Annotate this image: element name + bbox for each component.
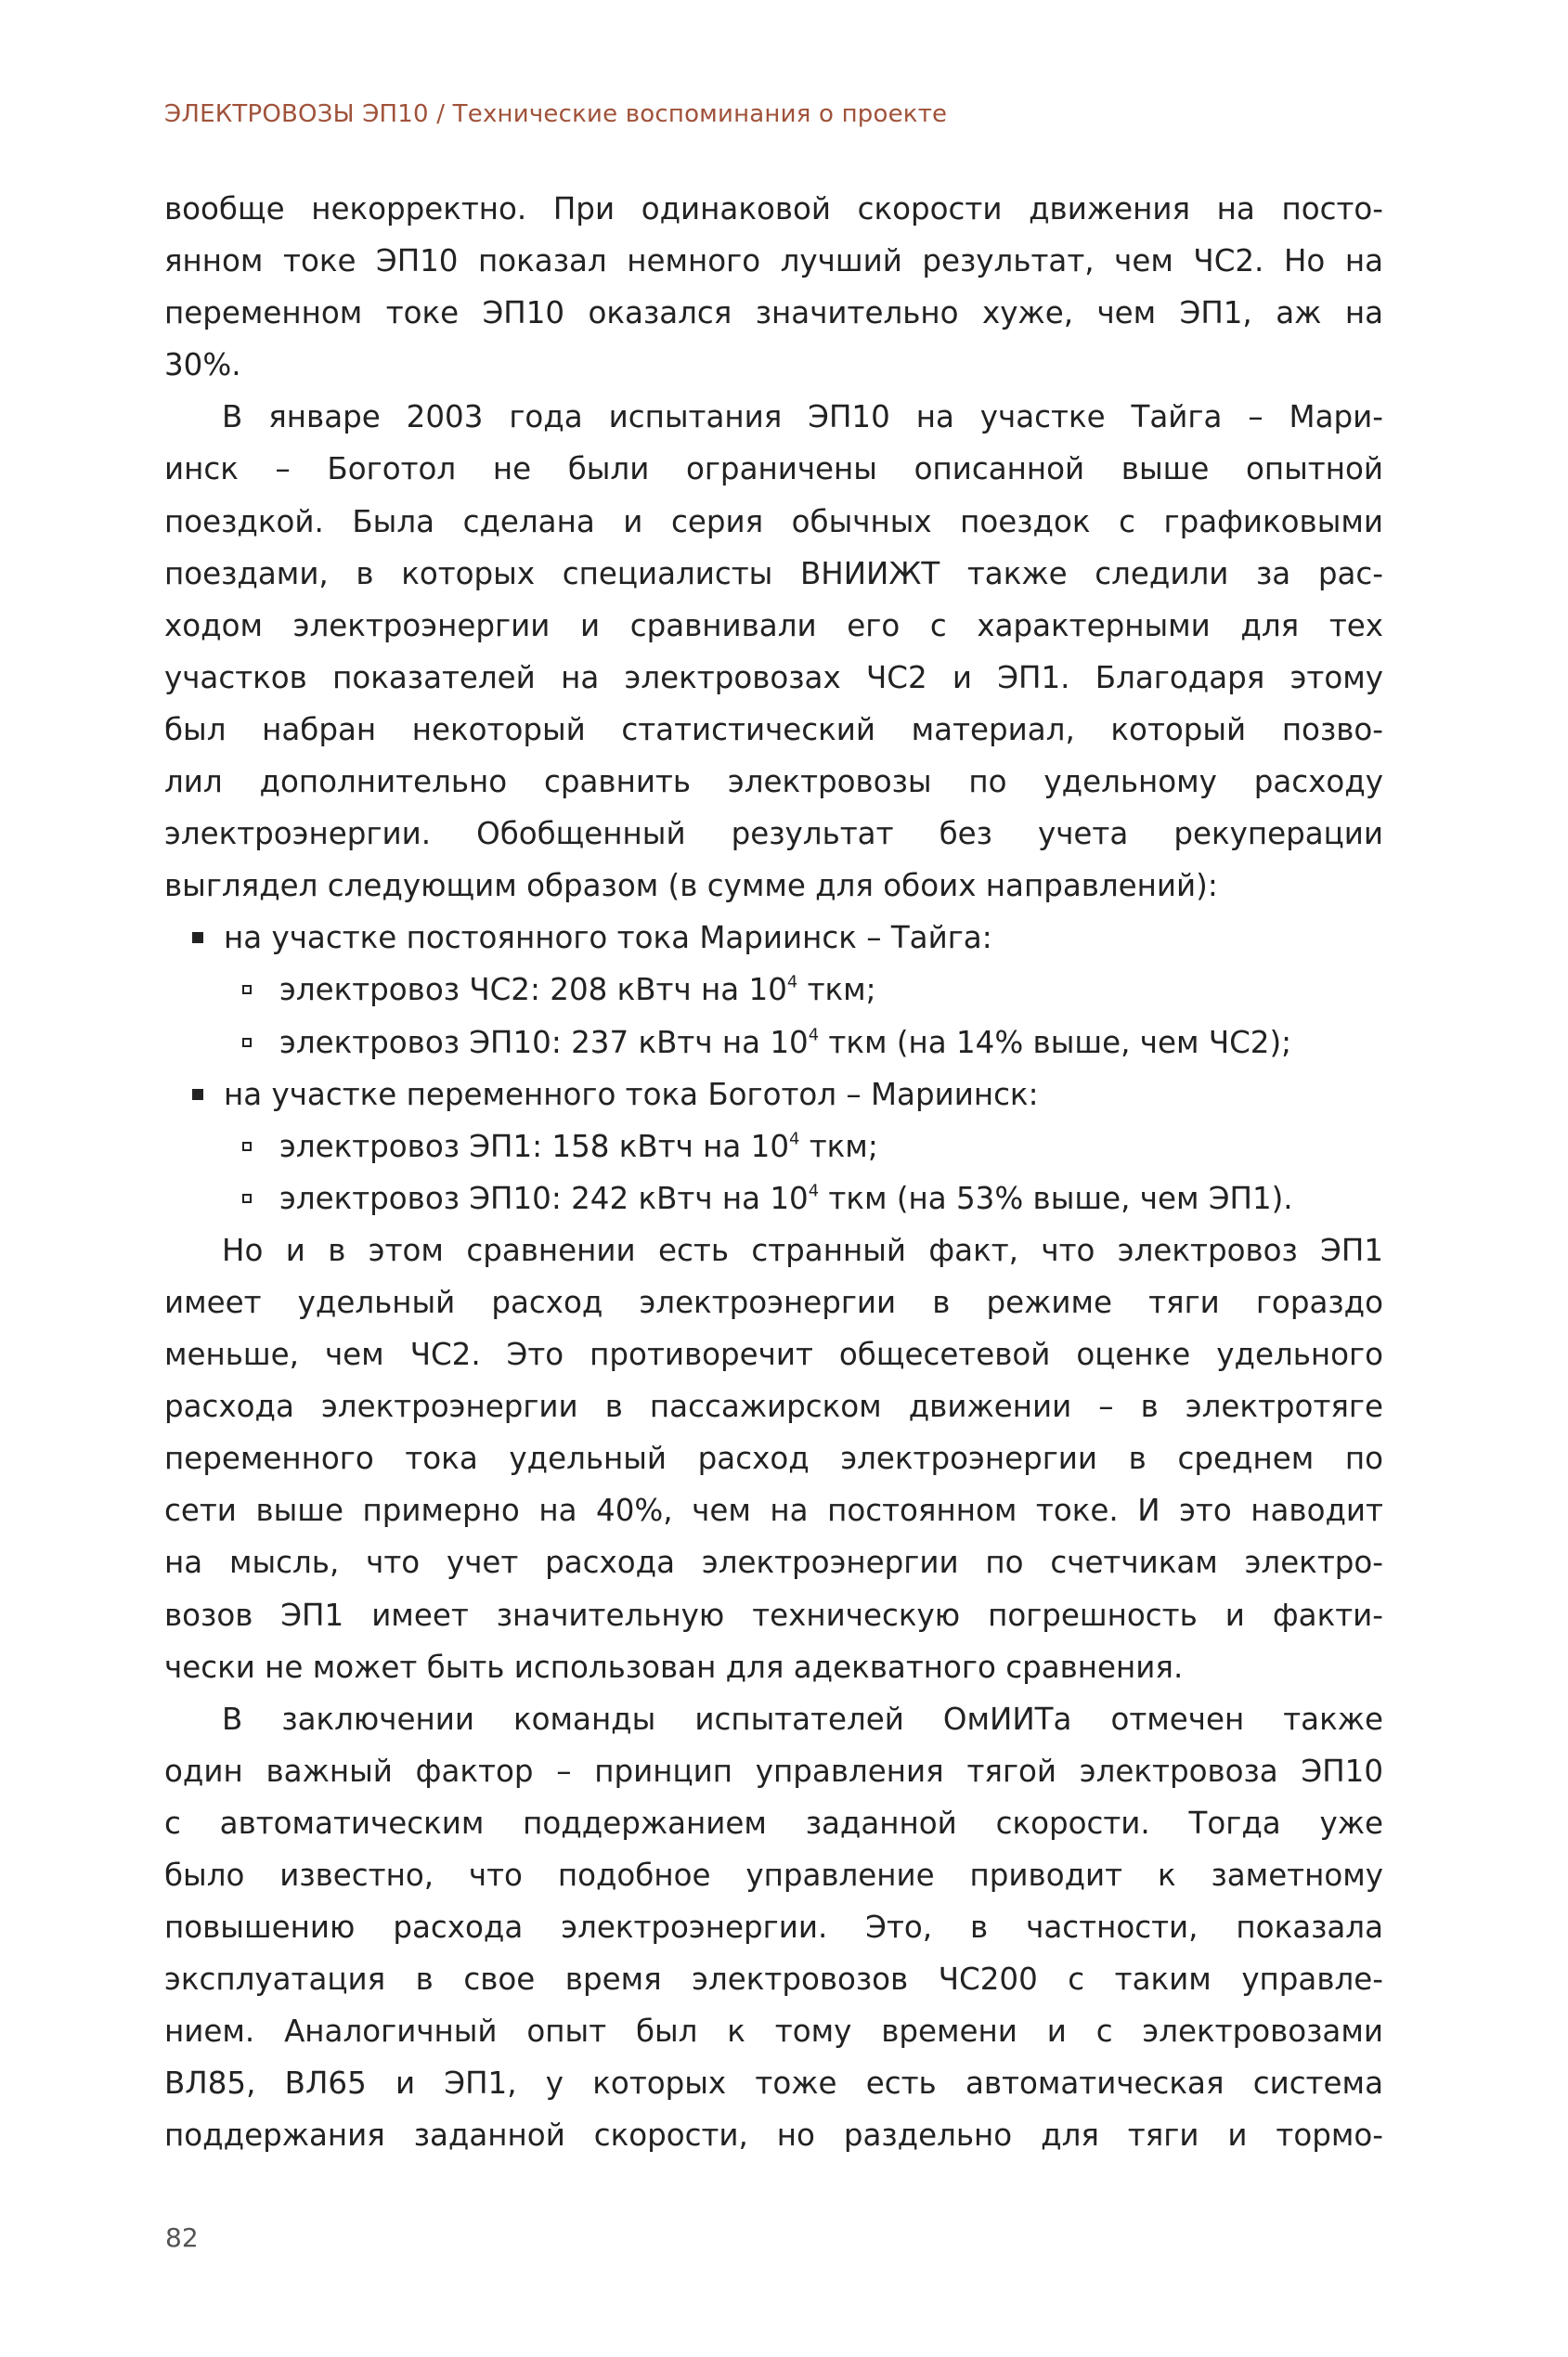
open-square-bullet-icon	[242, 985, 252, 994]
paragraph-2	[164, 391, 1383, 912]
sub-list-item	[164, 1120, 1383, 1172]
text-line: 30%.	[164, 347, 241, 383]
filled-square-bullet-icon	[192, 932, 203, 943]
text-line: один важный фактор – принцип управления тягой электровоза ЭП10	[164, 1753, 1383, 1789]
consumption-list	[164, 912, 1383, 1224]
text-line: чески не может быть использован для адекватного сравнения.	[164, 1649, 1184, 1685]
running-header: ЭЛЕКТРОВОЗЫ ЭП10 / Технические воспоминания о проекте	[164, 100, 948, 128]
sub-list-item-text: электровоз ЭП10: 242 кВтч на $10^4$ ткм (на 53% выше, чем ЭП1).	[279, 1180, 1293, 1216]
text-line: переменном токе ЭП10 оказался значительно хуже, чем ЭП1, аж на	[164, 295, 1383, 331]
text-line: выглядел следующим образом (в сумме для обоих направлений):	[164, 868, 1218, 904]
body-text	[164, 183, 1383, 2162]
paragraph-3	[164, 1224, 1383, 1693]
text-line: В январе 2003 года испытания ЭП10 на участке Тайга – Мари-	[222, 399, 1383, 435]
paragraph-1	[164, 183, 1383, 391]
sub-list-item-text: электровоз ЭП10: 237 кВтч на $10^4$ ткм (на 14% выше, чем ЧС2);	[279, 1024, 1292, 1060]
sub-list-item	[164, 964, 1383, 1016]
text-line: Но и в этом сравнении есть странный факт, что электровоз ЭП1	[222, 1232, 1383, 1268]
page-number: 82	[165, 2222, 199, 2253]
open-square-bullet-icon	[242, 1142, 252, 1151]
text-line: ВЛ85, ВЛ65 и ЭП1, у которых тоже есть автоматическая система	[164, 2066, 1383, 2102]
list-item-label: на участке переменного тока Боготол – Мариинск:	[224, 1076, 1039, 1112]
text-line: янном токе ЭП10 показал немного лучший результат, чем ЧС2. Но на	[164, 243, 1383, 279]
text-line: было известно, что подобное управление приводит к заметному	[164, 1858, 1383, 1893]
text-line: с автоматическим поддержанием заданной скорости. Тогда уже	[164, 1805, 1383, 1841]
list-item-dc-section	[164, 912, 1383, 964]
text-line: ходом электроэнергии и сравнивали его с характерными для тех	[164, 607, 1383, 643]
text-line: В заключении команды испытателей ОмИИТа отмечен также	[222, 1701, 1383, 1737]
text-line: поездами, в которых специалисты ВНИИЖТ также следили за рас-	[164, 555, 1383, 591]
text-line: инск – Боготол не были ограничены описанной выше опытной	[164, 451, 1383, 487]
text-line: на мысль, что учет расхода электроэнергии по счетчикам электро-	[164, 1545, 1383, 1581]
sub-list-item	[164, 1017, 1383, 1068]
sub-list-item-text: электровоз ЧС2: 208 кВтч на $10^4$ ткм;	[279, 972, 876, 1008]
text-line: эксплуатация в свое время электровозов ЧС200 с таким управле-	[164, 1962, 1383, 1998]
text-line: расхода электроэнергии в пассажирском движении – в электротяге	[164, 1389, 1383, 1425]
text-line: имеет удельный расход электроэнергии в режиме тяги гораздо	[164, 1284, 1383, 1320]
filled-square-bullet-icon	[192, 1089, 203, 1100]
sub-list-item	[164, 1172, 1383, 1224]
text-line: переменного тока удельный расход электроэнергии в среднем по	[164, 1441, 1383, 1477]
text-line: вообще некорректно. При одинаковой скорости движения на посто-	[164, 191, 1383, 227]
text-line: возов ЭП1 имеет значительную техническую погрешность и факти-	[164, 1597, 1383, 1633]
text-line: был набран некоторый статистический материал, который позво-	[164, 711, 1383, 747]
text-line: повышению расхода электроэнергии. Это, в частности, показала	[164, 1910, 1383, 1946]
list-item-ac-section	[164, 1068, 1383, 1120]
text-line: поездкой. Была сделана и серия обычных поездок с графиковыми	[164, 503, 1383, 539]
text-line: участков показателей на электровозах ЧС2 и ЭП1. Благодаря этому	[164, 659, 1383, 695]
open-square-bullet-icon	[242, 1038, 252, 1047]
sub-list-item-text: электровоз ЭП1: 158 кВтч на $10^4$ ткм;	[279, 1128, 878, 1164]
text-line: электроэнергии. Обобщенный результат без учета рекуперации	[164, 816, 1383, 852]
text-line: нием. Аналогичный опыт был к тому времени и с электровозами	[164, 2014, 1383, 2050]
paragraph-4	[164, 1693, 1383, 2162]
text-line: меньше, чем ЧС2. Это противоречит общесетевой оценке удельного	[164, 1337, 1383, 1373]
text-line: сети выше примерно на 40%, чем на постоянном токе. И это наводит	[164, 1493, 1383, 1529]
list-item-label: на участке постоянного тока Мариинск – Тайга:	[224, 920, 992, 956]
text-line: поддержания заданной скорости, но раздельно для тяги и тормо-	[164, 2117, 1383, 2154]
open-square-bullet-icon	[242, 1194, 252, 1203]
text-line: лил дополнительно сравнить электровозы по удельному расходу	[164, 764, 1383, 800]
